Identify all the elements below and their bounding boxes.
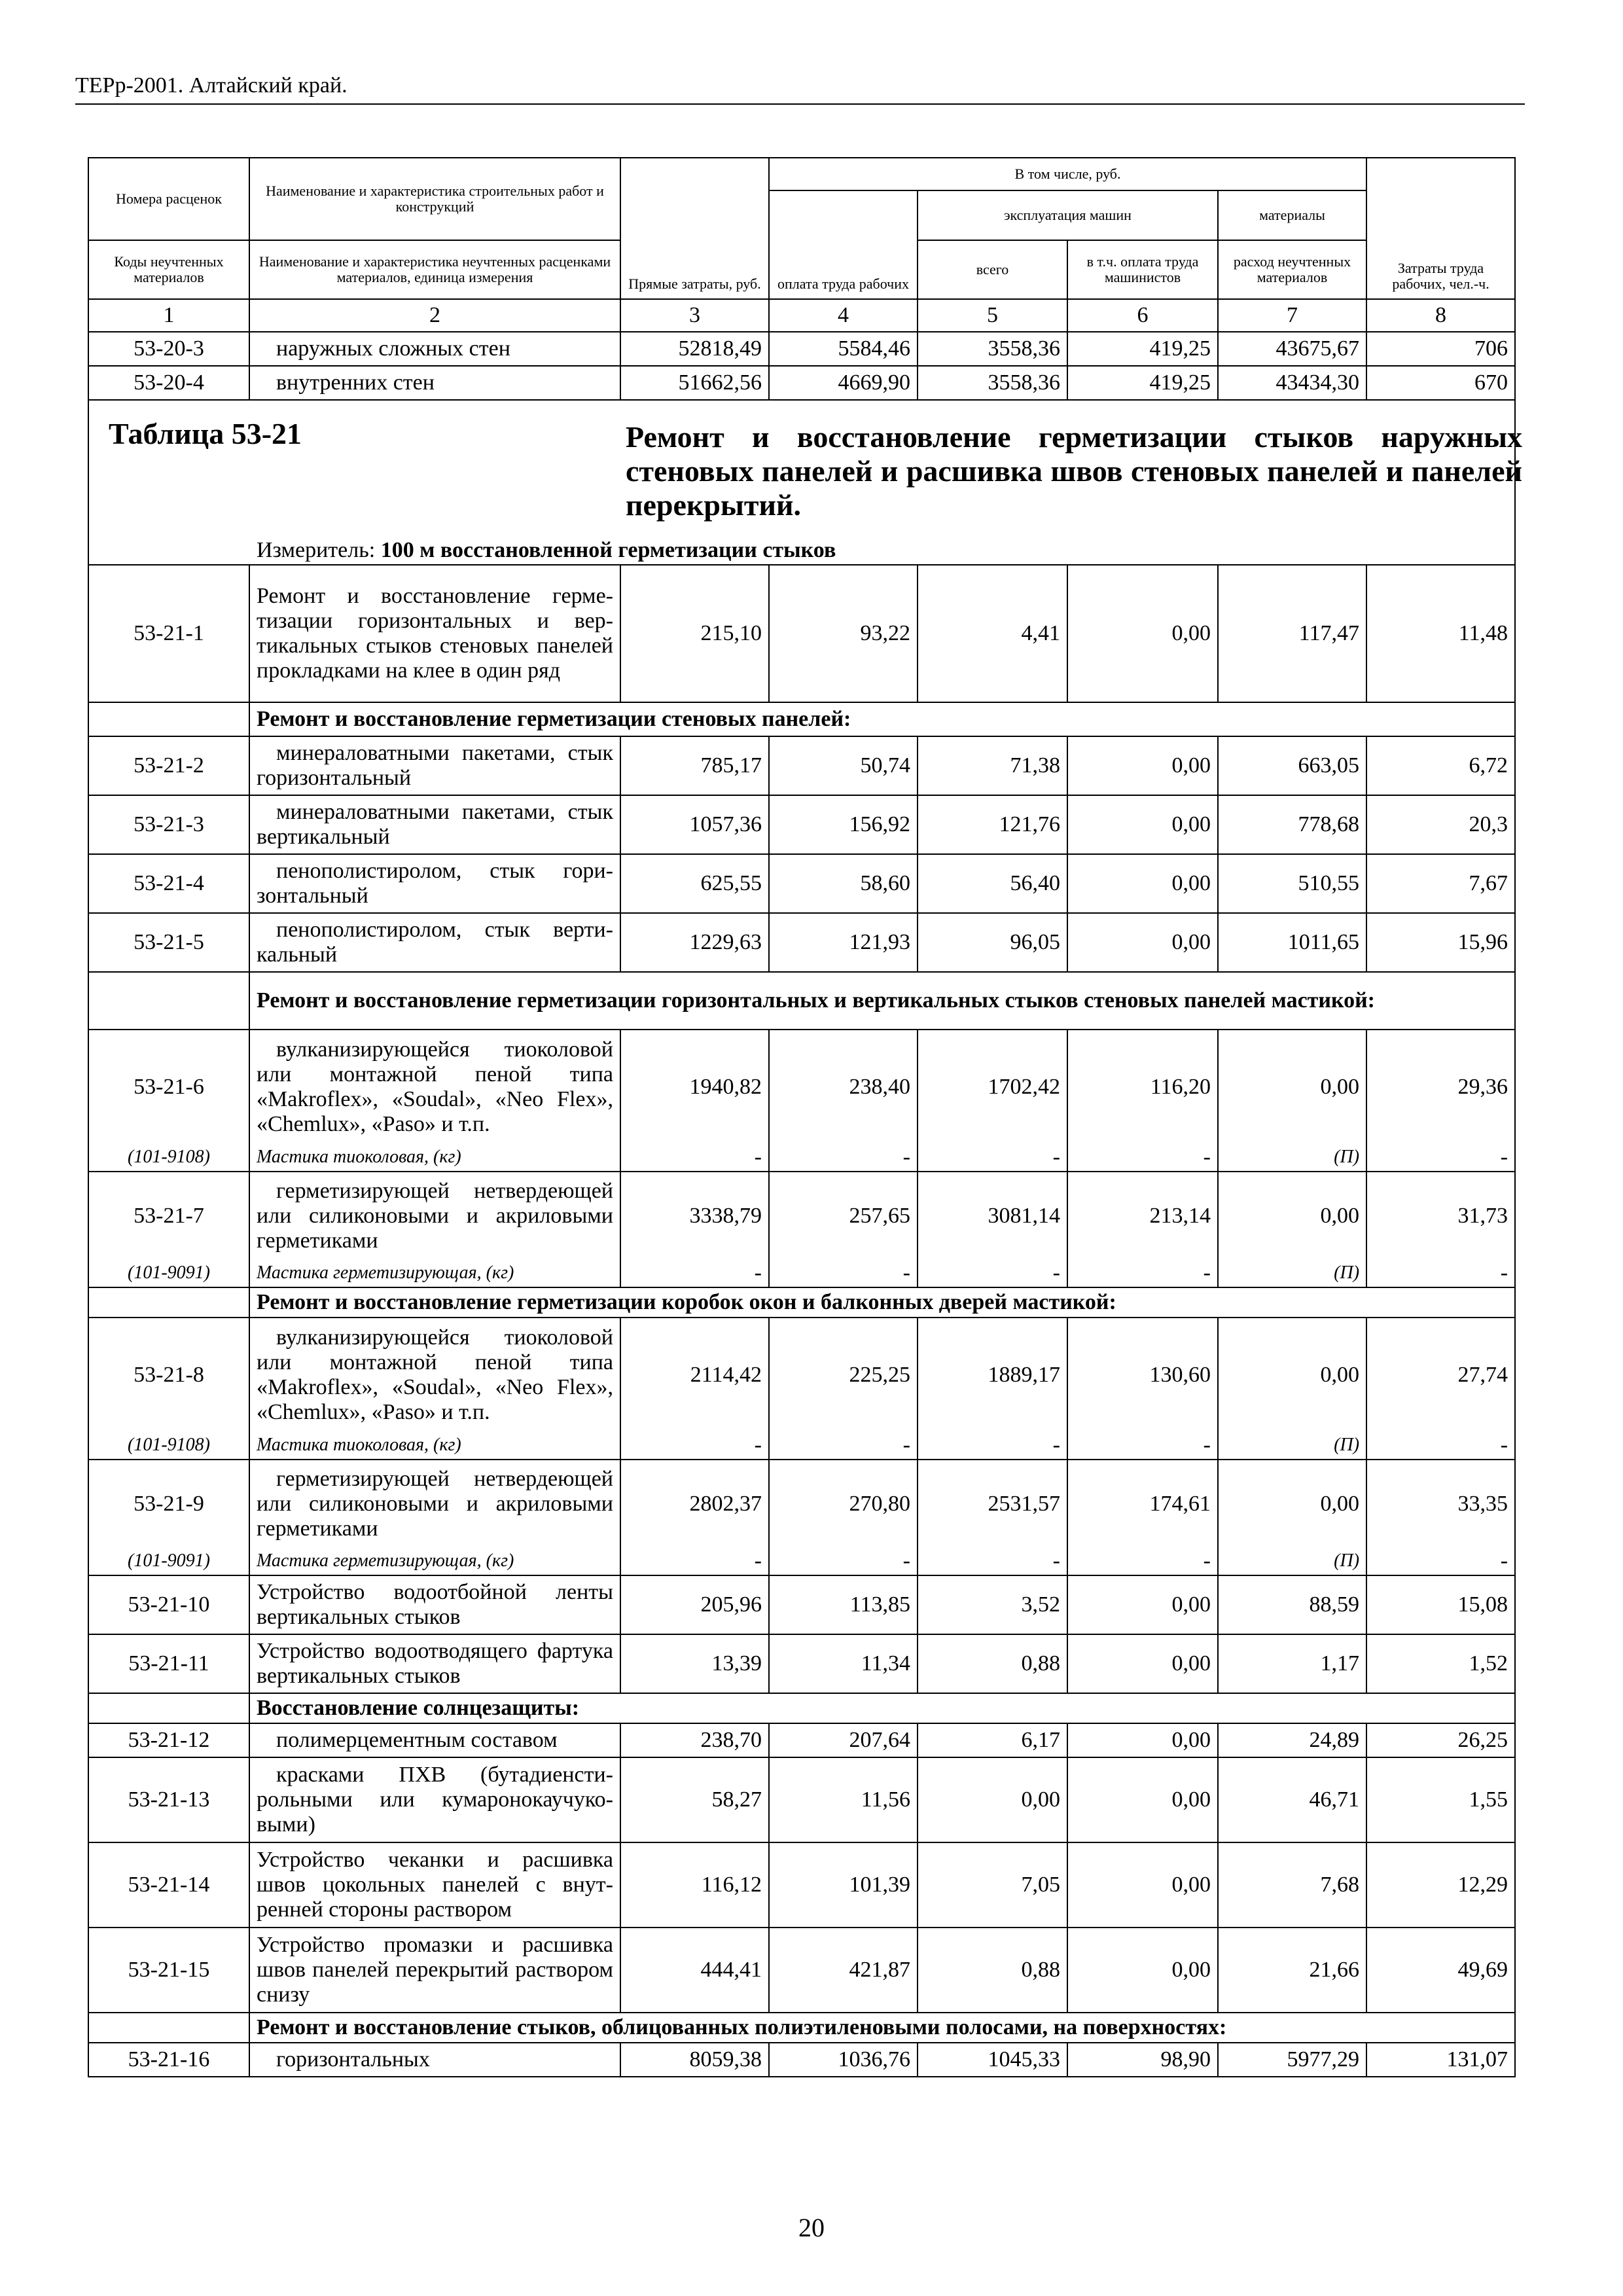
section-heading: Ремонт и восстановление герметизации стеновых панелей: [249,702,1515,736]
column-number: 6 [1067,299,1218,332]
table-row [88,736,1515,795]
work-name: Ремонт и восстановление герметизации горизонтальных и вертикальных стыков стеновых панелей прокладками на клее в один ряд [249,565,620,702]
direct-costs: 625,55 [620,854,769,913]
materials-cost: 117,47 [1218,565,1366,702]
table-row [88,366,1515,400]
operator-pay: 98,90 [1067,2043,1218,2077]
labor-pay: 225,25 [769,1318,918,1431]
direct-costs: 1940,82 [620,1030,769,1143]
labor-hours: 12,29 [1366,1842,1515,1928]
section-heading: Ремонт и восстановление стыков, облицованных полиэтиленовыми полосами, на поверхностях: [249,2013,1515,2043]
material-row [88,1431,1515,1460]
labor-hours: 49,69 [1366,1928,1515,2013]
rate-code: 53-21-2 [88,736,249,795]
table-row [88,913,1515,972]
materials-cost: 1,17 [1218,1634,1366,1693]
material-name: Мастика тиоколовая, (кг) [249,1431,620,1460]
labor-hours: 11,48 [1366,565,1515,702]
labor-hours: 33,35 [1366,1460,1515,1547]
machines-total: 3081,14 [918,1172,1067,1259]
machines-total: 71,38 [918,736,1067,795]
labor-pay: 113,85 [769,1575,918,1634]
machines-total: 0,00 [918,1757,1067,1842]
rate-code: 53-21-1 [88,565,249,702]
work-name: пенополистиролом, стык вертикальный [249,913,620,972]
labor-pay: 421,87 [769,1928,918,2013]
table-row [88,854,1515,913]
rate-code: 53-21-7 [88,1172,249,1259]
section-row [88,1693,1515,1723]
labor-pay: 207,64 [769,1723,918,1757]
table-row [88,2043,1515,2077]
meter-label: Измеритель: [257,538,381,562]
header-rule [75,103,1525,105]
header-materials-usage: расход неучтенных материалов [1218,240,1366,299]
operator-pay: 0,00 [1067,1634,1218,1693]
material-value: - [1366,1259,1515,1287]
table-row [88,1842,1515,1928]
material-row [88,1547,1515,1575]
direct-costs: 8059,38 [620,2043,769,2077]
direct-costs: 2114,42 [620,1318,769,1431]
rate-code: 53-21-15 [88,1928,249,2013]
rate-code: 53-21-9 [88,1460,249,1547]
material-value: - [918,1431,1067,1460]
direct-costs: 116,12 [620,1842,769,1928]
header-codes-bottom: Коды неучтенных материалов [88,240,249,299]
work-name: герметизирующей нетвердеющей или силиконовыми и акриловыми герметиками [249,1460,620,1547]
section-row [88,702,1515,736]
material-value: - [1067,1259,1218,1287]
labor-pay: 270,80 [769,1460,918,1547]
section-row [88,972,1515,1030]
machines-total: 3558,36 [918,366,1067,400]
rate-code: 53-20-4 [88,366,249,400]
labor-hours: 15,96 [1366,913,1515,972]
labor-pay: 121,93 [769,913,918,972]
table-row [88,1318,1515,1431]
material-name: Мастика герметизирующая, (кг) [249,1259,620,1287]
table-row [88,1757,1515,1842]
rate-code: 53-21-16 [88,2043,249,2077]
labor-hours: 29,36 [1366,1030,1515,1143]
rate-code: 53-21-10 [88,1575,249,1634]
labor-pay: 5584,46 [769,332,918,366]
machines-total: 1889,17 [918,1318,1067,1431]
page-number: 20 [798,2213,825,2242]
column-number: 8 [1366,299,1515,332]
column-number: 5 [918,299,1067,332]
rates-table [88,157,1522,2077]
table-meter [257,537,836,564]
direct-costs: 1229,63 [620,913,769,972]
labor-pay: 58,60 [769,854,918,913]
table-row [88,795,1515,854]
operator-pay: 419,25 [1067,332,1218,366]
machines-total: 7,05 [918,1842,1067,1928]
work-name: наружных сложных стен [249,332,620,366]
labor-hours: 7,67 [1366,854,1515,913]
table-row [88,1172,1515,1259]
table-heading [88,400,1522,565]
rate-code: 53-21-6 [88,1030,249,1143]
material-row [88,1143,1515,1172]
labor-pay: 101,39 [769,1842,918,1928]
labor-pay: 93,22 [769,565,918,702]
labor-pay: 156,92 [769,795,918,854]
operator-pay: 0,00 [1067,1575,1218,1634]
materials-cost: 778,68 [1218,795,1366,854]
material-name: Мастика герметизирующая, (кг) [249,1547,620,1575]
rate-code: 53-20-3 [88,332,249,366]
rate-code: 53-21-5 [88,913,249,972]
table-row [88,565,1515,702]
machines-total: 3,52 [918,1575,1067,1634]
direct-costs: 52818,49 [620,332,769,366]
material-name: Мастика тиоколовая, (кг) [249,1143,620,1172]
column-number: 4 [769,299,918,332]
machines-total: 1702,42 [918,1030,1067,1143]
materials-cost: 0,00 [1218,1172,1366,1259]
machines-total: 6,17 [918,1723,1067,1757]
section-heading: Ремонт и восстановление герметизации коробок окон и балконных дверей мастикой: [249,1287,1515,1318]
column-number: 7 [1218,299,1366,332]
header-labor-cost: Затраты труда рабочих, чел.-ч. [1366,158,1515,299]
materials-cost: 43675,67 [1218,332,1366,366]
material-value: (П) [1218,1259,1366,1287]
table-row [88,332,1515,366]
rate-code: 53-21-4 [88,854,249,913]
labor-pay: 4669,90 [769,366,918,400]
work-name: красками ПХВ (бутадиенстирольными или кумаронокаучуковыми) [249,1757,620,1842]
rate-code: 53-21-12 [88,1723,249,1757]
direct-costs: 13,39 [620,1634,769,1693]
operator-pay: 0,00 [1067,1928,1218,2013]
materials-cost: 0,00 [1218,1460,1366,1547]
labor-hours: 1,52 [1366,1634,1515,1693]
table-row [88,1723,1515,1757]
material-value: - [769,1431,918,1460]
material-code: (101-9091) [88,1259,249,1287]
table-row [88,1928,1515,2013]
header-machines: эксплуатация машин [918,190,1218,240]
materials-cost: 7,68 [1218,1842,1366,1928]
table-row [88,1460,1515,1547]
machines-total: 96,05 [918,913,1067,972]
labor-hours: 1,55 [1366,1757,1515,1842]
direct-costs: 205,96 [620,1575,769,1634]
operator-pay: 213,14 [1067,1172,1218,1259]
rate-code: 53-21-13 [88,1757,249,1842]
labor-hours: 26,25 [1366,1723,1515,1757]
direct-costs: 238,70 [620,1723,769,1757]
work-name: вулканизирующейся тиоколовой или монтажной пеной типа «Makroflex», «Soudal», «Neo Flex», «Chemlux», «Paso» и т.п. [249,1030,620,1143]
labor-hours: 706 [1366,332,1515,366]
material-value: - [918,1143,1067,1172]
material-value: - [769,1143,918,1172]
direct-costs: 51662,56 [620,366,769,400]
materials-cost: 5977,29 [1218,2043,1366,2077]
section-heading: Восстановление солнцезащиты: [249,1693,1515,1723]
work-name: пенополистиролом, стык горизонтальный [249,854,620,913]
column-number: 1 [88,299,249,332]
work-name: горизонтальных [249,2043,620,2077]
operator-pay: 0,00 [1067,1842,1218,1928]
column-numbers-row [88,299,1515,332]
direct-costs: 58,27 [620,1757,769,1842]
work-name: полимерцементным составом [249,1723,620,1757]
operator-pay: 0,00 [1067,795,1218,854]
material-row [88,1259,1515,1287]
materials-cost: 0,00 [1218,1318,1366,1431]
rate-code: 53-21-11 [88,1634,249,1693]
table-row [88,1030,1515,1143]
work-name: герметизирующей нетвердеющей или силиконовыми и акриловыми герметиками [249,1172,620,1259]
direct-costs: 444,41 [620,1928,769,2013]
labor-hours: 15,08 [1366,1575,1515,1634]
material-code: (101-9091) [88,1547,249,1575]
machines-total: 1045,33 [918,2043,1067,2077]
operator-pay: 130,60 [1067,1318,1218,1431]
work-name: минераловатными пакетами, стык вертикальный [249,795,620,854]
material-value: - [1366,1547,1515,1575]
materials-cost: 510,55 [1218,854,1366,913]
materials-cost: 663,05 [1218,736,1366,795]
operator-pay: 0,00 [1067,1723,1218,1757]
material-value: (П) [1218,1143,1366,1172]
materials-cost: 21,66 [1218,1928,1366,2013]
material-value: - [1366,1431,1515,1460]
material-value: - [769,1547,918,1575]
operator-pay: 419,25 [1067,366,1218,400]
material-value: (П) [1218,1431,1366,1460]
work-name: вулканизирующейся тиоколовой или монтажной пеной типа «Makroflex», «Soudal», «Neo Flex», «Chemlux», «Paso» и т.п. [249,1318,620,1431]
materials-cost: 1011,65 [1218,913,1366,972]
material-value: - [620,1547,769,1575]
work-name: Устройство чеканки и расшивка швов цокольных панелей с внутренней стороны раствором [249,1842,620,1928]
section-row [88,1287,1515,1318]
material-value: - [918,1547,1067,1575]
section-heading: Ремонт и восстановление герметизации горизонтальных и вертикальных стыков стеновых панелей мастикой: [249,972,1515,1030]
table-row [88,1575,1515,1634]
machines-total: 121,76 [918,795,1067,854]
material-code: (101-9108) [88,1431,249,1460]
table-title: Ремонт и восстановление герметизации стыков наружных стеновых панелей и расшивка швов стеновых панелей и панелей перекрытий. [626,420,1522,522]
operator-pay: 116,20 [1067,1030,1218,1143]
material-value: - [620,1143,769,1172]
machines-total: 0,88 [918,1928,1067,2013]
header-incl-operator: в т.ч. оплата труда машинистов [1067,240,1218,299]
materials-cost: 0,00 [1218,1030,1366,1143]
rate-code: 53-21-14 [88,1842,249,1928]
header-machines-total: всего [918,240,1067,299]
header-including: В том числе, руб. [769,158,1366,190]
work-name: Устройство водоотбойной ленты вертикальных стыков [249,1575,620,1634]
machines-total: 4,41 [918,565,1067,702]
work-name: внутренних стен [249,366,620,400]
labor-hours: 27,74 [1366,1318,1515,1431]
labor-hours: 20,3 [1366,795,1515,854]
material-value: - [1067,1431,1218,1460]
material-value: - [918,1259,1067,1287]
rate-code: 53-21-3 [88,795,249,854]
work-name: Устройство водоотводящего фартука вертикальных стыков [249,1634,620,1693]
header-names-top: Наименование и характеристика строительных работ и конструкций [249,158,620,240]
operator-pay: 0,00 [1067,854,1218,913]
header-labor-pay: оплата труда рабочих [769,190,918,299]
material-code: (101-9108) [88,1143,249,1172]
labor-pay: 50,74 [769,736,918,795]
machines-total: 2531,57 [918,1460,1067,1547]
materials-cost: 24,89 [1218,1723,1366,1757]
material-value: - [620,1431,769,1460]
material-value: (П) [1218,1547,1366,1575]
header-materials: материалы [1218,190,1366,240]
machines-total: 56,40 [918,854,1067,913]
labor-pay: 1036,76 [769,2043,918,2077]
material-value: - [769,1259,918,1287]
material-value: - [1366,1143,1515,1172]
labor-pay: 11,56 [769,1757,918,1842]
work-name: минераловатными пакетами, стык горизонтальный [249,736,620,795]
material-value: - [1067,1547,1218,1575]
header-direct-costs: Прямые затраты, руб. [620,158,769,299]
meter-value: 100 м восстановленной герметизации стыков [380,538,836,562]
operator-pay: 0,00 [1067,1757,1218,1842]
direct-costs: 3338,79 [620,1172,769,1259]
machines-total: 0,88 [918,1634,1067,1693]
direct-costs: 215,10 [620,565,769,702]
rate-code: 53-21-8 [88,1318,249,1431]
labor-hours: 131,07 [1366,2043,1515,2077]
operator-pay: 174,61 [1067,1460,1218,1547]
section-row [88,2013,1515,2043]
labor-hours: 31,73 [1366,1172,1515,1259]
labor-hours: 670 [1366,366,1515,400]
materials-cost: 43434,30 [1218,366,1366,400]
labor-pay: 238,40 [769,1030,918,1143]
table-row [88,1634,1515,1693]
materials-cost: 88,59 [1218,1575,1366,1634]
labor-pay: 11,34 [769,1634,918,1693]
material-value: - [620,1259,769,1287]
machines-total: 3558,36 [918,332,1067,366]
labor-pay: 257,65 [769,1172,918,1259]
header-names-bottom: Наименование и характеристика неучтенных расценками материалов, единица измерения [249,240,620,299]
column-number: 3 [620,299,769,332]
column-number: 2 [249,299,620,332]
direct-costs: 785,17 [620,736,769,795]
header-codes-top: Номера расценок [88,158,249,240]
table-number: Таблица 53-21 [109,417,302,450]
page-header: ТЕРр-2001. Алтайский край. [75,73,348,98]
direct-costs: 2802,37 [620,1460,769,1547]
material-value: - [1067,1143,1218,1172]
labor-hours: 6,72 [1366,736,1515,795]
direct-costs: 1057,36 [620,795,769,854]
materials-cost: 46,71 [1218,1757,1366,1842]
work-name: Устройство промазки и расшивка швов панелей перекрытий раствором снизу [249,1928,620,2013]
operator-pay: 0,00 [1067,736,1218,795]
operator-pay: 0,00 [1067,913,1218,972]
operator-pay: 0,00 [1067,565,1218,702]
